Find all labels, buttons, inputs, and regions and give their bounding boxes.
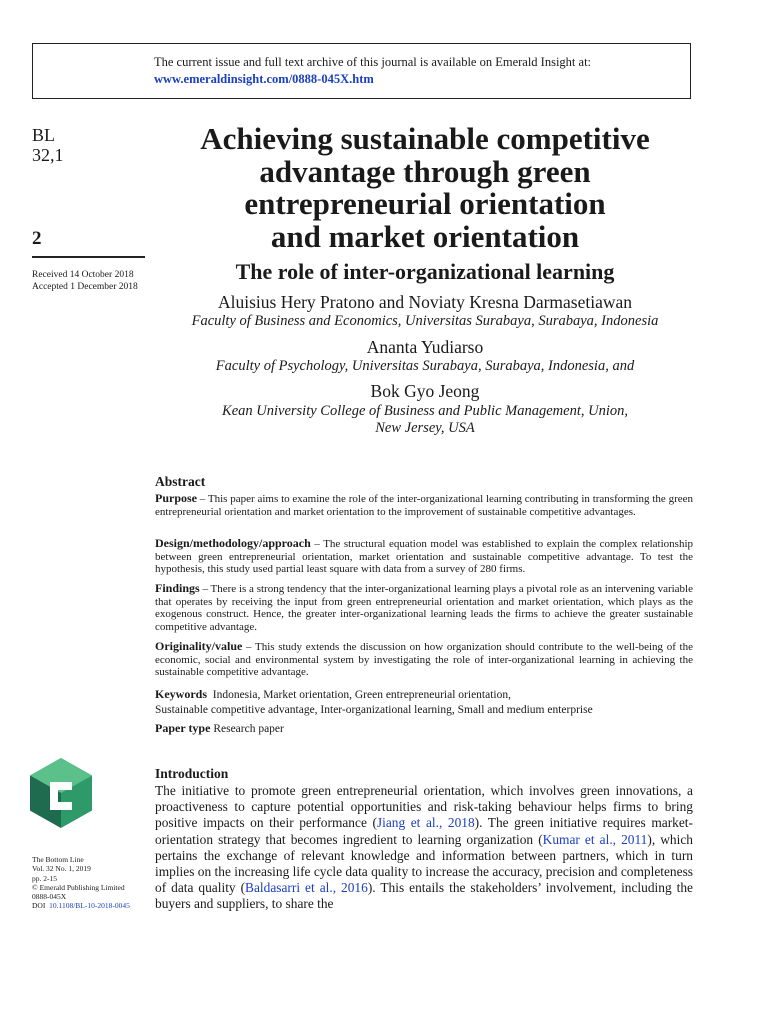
author-names: Bok Gyo Jeong: [370, 381, 480, 401]
article-title: [150, 123, 700, 253]
intro-text: ). This entails the stakeholders’ involvement, including the buyers and suppliers, to share the: [155, 880, 693, 912]
journal-code: [32, 125, 64, 165]
keywords: [155, 687, 693, 717]
imprint-volume: Vol. 32 No. 1, 2019: [32, 864, 91, 874]
journal-notice-text: The current issue and full text archive of this journal is available on Emerald Insight at:: [154, 55, 592, 69]
author-names: Ananta Yudiarso: [366, 337, 484, 357]
doi-label: DOI: [32, 901, 46, 911]
abstract-heading: Abstract: [155, 474, 206, 489]
journal-imprint: [32, 855, 130, 911]
title-line: and market orientation: [270, 218, 580, 254]
article-subtitle: The role of inter-organizational learning: [235, 259, 615, 284]
citation-link[interactable]: Jiang et al., 2018: [376, 815, 475, 831]
paper-type-value: Research paper: [213, 723, 284, 735]
findings-text: – There is a strong tendency that the inter-organizational learning plays a pivotal role as an intervening variable that operates by receiving the input from green entrepreneurial orientation and market orientation, which plays as the exogenous construct. Hence, the greater inter-organizational learning leads the firms to achieve the greater sustainable competitive advantage.: [155, 583, 693, 634]
title-line: entrepreneurial orientation: [244, 186, 606, 221]
author-names: Aluisius Hery Pratono and Noviaty Kresna Darmasetiawan: [217, 292, 633, 312]
citation-link[interactable]: Baldasarri et al., 2016: [245, 880, 368, 896]
imprint-issn: 0888-045X: [32, 892, 67, 902]
emerald-logo-icon: [30, 758, 92, 828]
page-number: 2: [32, 228, 42, 249]
imprint-copyright: © Emerald Publishing Limited: [32, 882, 125, 892]
design-label: Design/methodology/approach: [155, 536, 311, 550]
intro-text: The initiative to promote green entrepreneurial orientation, which involves green innovations, a proactiveness to capture potential opportunities and risk-taking behaviour helps firms to bring positive impacts on their performance (: [155, 783, 693, 831]
journal-notice-box: [32, 43, 691, 99]
volume-issue: 32,1: [32, 145, 64, 165]
article-dates: [32, 269, 138, 293]
paper-type: [155, 722, 693, 736]
originality-label: Originality/value: [155, 639, 243, 653]
purpose-label: Purpose: [155, 491, 197, 505]
abstract-purpose: [155, 492, 693, 518]
journal-url-link[interactable]: www.emeraldinsight.com/0888-045X.htm: [154, 72, 374, 86]
affiliation-line: Kean University College of Business and Public Management, Union,: [222, 403, 628, 419]
margin-divider: [32, 256, 145, 258]
accepted-date: Accepted 1 December 2018: [32, 282, 138, 292]
purpose-text: – This paper aims to examine the role of the inter-organizational learning contributing in transforming the green entrepreneurial orientation and market orientation to the improvement of sustainable competitive advantages.: [155, 493, 693, 518]
abstract-findings: [155, 582, 693, 634]
imprint-doi: [32, 901, 130, 910]
affiliation-line: New Jersey, USA: [375, 420, 475, 436]
citation-link[interactable]: Kumar et al., 2011: [542, 831, 648, 847]
journal-abbrev: BL: [32, 125, 56, 145]
originality-text: – This study extends the discussion on how organization should contribute to the well-being of the economic, social and environmental system by investigating the role of inter-organizational learning in achieving the sustainable competitive advantage.: [155, 641, 693, 679]
received-date: Received 14 October 2018: [32, 270, 134, 280]
abstract-originality: [155, 640, 693, 679]
author-affiliation: [150, 403, 700, 437]
doi-link[interactable]: 10.1108/BL-10-2018-0045: [49, 901, 130, 911]
design-text: – The structural equation model was established to explain the complex relationship between green entrepreneurial orientation, market orientation and sustainable competitive advantage. To test the hypothesis, this study used partial least square with data from a survey of 280 firms.: [155, 538, 693, 576]
author-affiliation: Faculty of Business and Economics, Universitas Surabaya, Surabaya, Indonesia: [191, 313, 659, 329]
introduction-heading: Introduction: [155, 766, 229, 781]
imprint-pages: pp. 2-15: [32, 873, 57, 883]
paper-type-label: Paper type: [155, 721, 211, 735]
title-line: advantage through green: [259, 153, 591, 189]
keywords-line1: Indonesia, Market orientation, Green entrepreneurial orientation,: [212, 689, 511, 701]
introduction-body: [155, 783, 693, 913]
keywords-line2: Sustainable competitive advantage, Inter-organizational learning, Small and medium enterprise: [155, 703, 593, 716]
author-affiliation: Faculty of Psychology, Universitas Surabaya, Surabaya, Indonesia, and: [215, 358, 635, 374]
intro-text: ), which pertains the exchange of relevant knowledge and information between partners, which in turn implies on the increasing life cycle data quality to increase the accuracy, precision and completeness of data quality (: [155, 831, 693, 896]
findings-label: Findings: [155, 581, 200, 595]
abstract-design: [155, 537, 693, 576]
imprint-journal: The Bottom Line: [32, 855, 84, 864]
intro-text: ). The green initiative requires market-orientation strategy that becomes ingredient to learning organization (: [155, 815, 693, 847]
keywords-label: Keywords: [155, 687, 207, 701]
title-line: Achieving sustainable competitive: [200, 121, 650, 156]
